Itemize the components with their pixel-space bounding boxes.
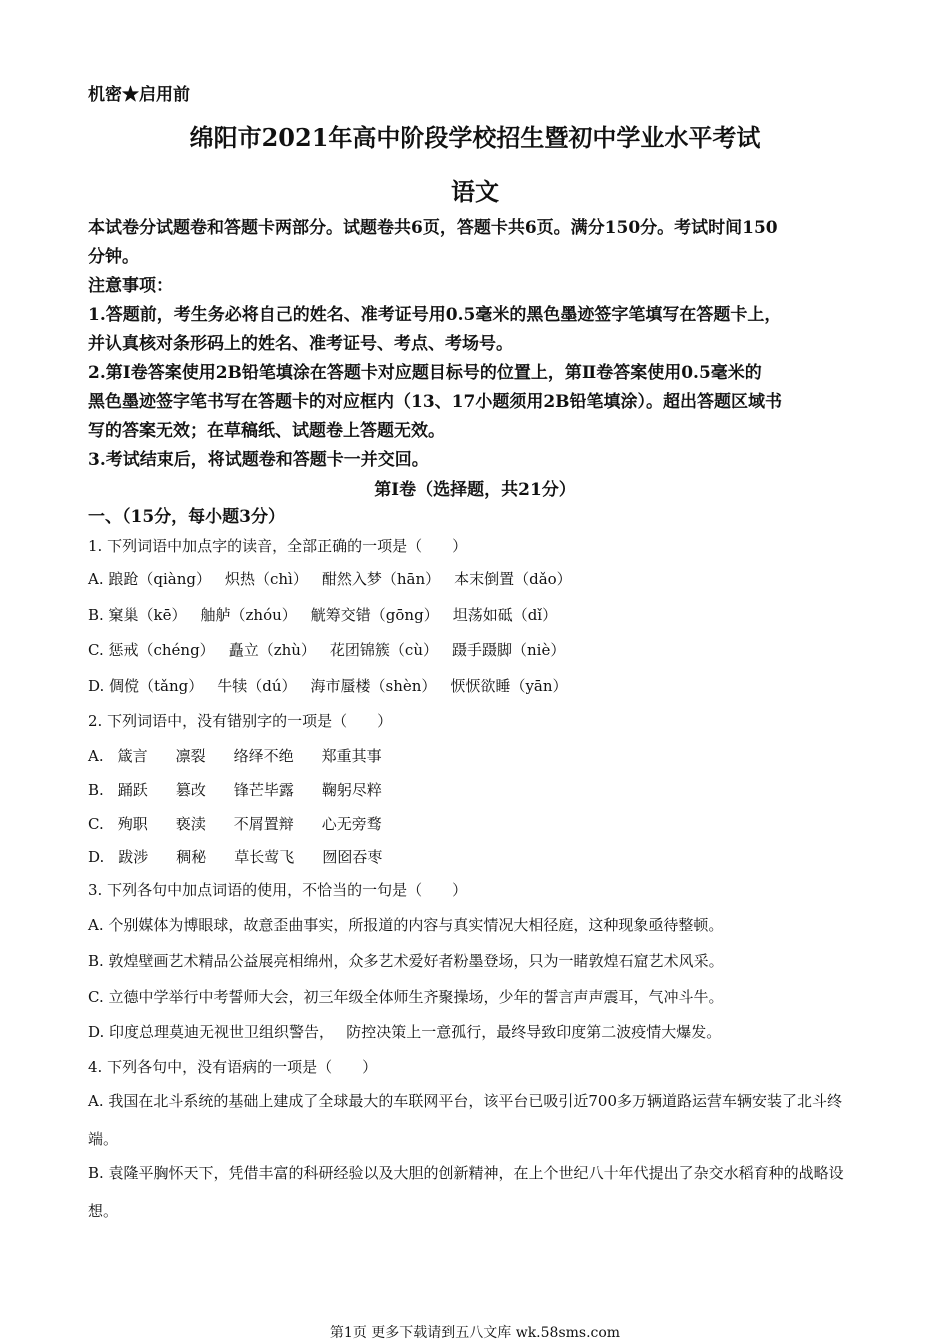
notice-item-3: 3.考试结束后，将试题卷和答题卡一并交回。 — [88, 450, 429, 470]
q2-option-a: A. 箴言 凛裂 络绎不绝 郑重其事 — [88, 747, 382, 765]
intro-line-1: 本试卷分试题卷和答题卡两部分。试题卷共6页，答题卡共6页。满分150分。考试时间150 — [88, 218, 778, 238]
q1-stem: 1. 下列词语中加点字的读音，全部正确的一项是（ ） — [88, 537, 468, 555]
q2-option-b: B. 踊跃 篡改 锋芒毕露 鞠躬尽粹 — [88, 781, 382, 799]
notice-item-1-line-2: 并认真核对条形码上的姓名、准考证号、考点、考场号。 — [88, 334, 513, 354]
q1-option-b: B. 窠巢（kē） 舳舻（zhóu） 觥筹交错（gōng） 坦荡如砥（dǐ） — [88, 606, 558, 624]
page-footer: 第1页 更多下载请到五八文库 wk.58sms.com — [329, 1325, 621, 1341]
q3-option-d: D. 印度总理莫迪无视世卫组织警告， 防控决策上一意孤行，最终导致印度第二波疫情大爆发。 — [88, 1023, 722, 1041]
secret-mark: 机密★启用前 — [88, 85, 190, 105]
q4-option-a: A. 我国在北斗系统的基础上建成了全球最大的车联网平台，该平台已吸引近700多万辆道路运营车辆安装了北斗终端。 — [88, 1092, 843, 1148]
intro-line-2: 分钟。 — [88, 247, 139, 267]
notice-item-2-line-3: 写的答案无效；在草稿纸、试题卷上答题无效。 — [88, 421, 445, 441]
q4-stem: 4. 下列各句中，没有语病的一项是（ ） — [88, 1058, 378, 1076]
section-title: 第Ⅰ卷（选择题，共21分） — [374, 480, 576, 500]
q3-option-b: B. 敦煌壁画艺术精品公益展亮相绵州，众多艺术爱好者粉墨登场，只为一睹敦煌石窟艺术风采。 — [88, 952, 724, 970]
q2-stem: 2. 下列词语中，没有错别字的一项是（ ） — [88, 712, 393, 730]
q2-option-c: C. 殉职 亵渎 不屑置辩 心无旁骛 — [88, 815, 382, 833]
q1-option-c: C. 惩戒（chéng） 矗立（zhù） 花团锦簇（cù） 蹑手蹑脚（niè） — [88, 641, 566, 659]
q3-option-a: A. 个别媒体为博眼球，故意歪曲事实，所报道的内容与真实情况大相径庭，这种现象亟待整顿。 — [88, 916, 724, 934]
notice-item-2-line-1: 2.第Ⅰ卷答案使用2B铅笔填涂在答题卡对应题目标号的位置上，第Ⅱ卷答案使用0.5毫米的 — [88, 363, 762, 383]
notice-item-1-line-1: 1.答题前，考生务必将自己的姓名、准考证号用0.5毫米的黑色墨迹签字笔填写在答题卡上， — [88, 305, 782, 325]
q4-option-b: B. 袁隆平胸怀天下，凭借丰富的科研经验以及大胆的创新精神，在上个世纪八十年代提出了杂交水稻育种的战略设想。 — [88, 1164, 844, 1220]
q2-option-d: D. 跋涉 稠秘 草长莺飞 囫囵吞枣 — [88, 848, 383, 866]
q3-option-c: C. 立德中学举行中考誓师大会，初三年级全体师生齐聚操场，少年的誓言声声震耳，气冲斗牛。 — [88, 988, 724, 1006]
part-one-heading: 一、（15分，每小题3分） — [88, 507, 285, 527]
q3-stem: 3. 下列各句中加点词语的使用，不恰当的一句是（ ） — [88, 881, 468, 899]
subject-title: 语文 — [451, 177, 499, 206]
q1-option-d: D. 倜傥（tǎng） 牛犊（dú） 海市蜃楼（shèn） 恹恹欲睡（yān） — [88, 677, 568, 695]
notice-item-2-line-2: 黑色墨迹签字笔书写在答题卡的对应框内（13、17小题须用2B铅笔填涂）。超出答题区域书 — [88, 392, 783, 412]
exam-title: 绵阳市2021年高中阶段学校招生暨初中学业水平考试 — [189, 123, 761, 152]
notice-title: 注意事项： — [88, 276, 173, 296]
q1-option-a: A. 踉跄（qiàng） 炽热（chì） 酣然入梦（hān） 本末倒置（dǎo） — [88, 570, 572, 588]
